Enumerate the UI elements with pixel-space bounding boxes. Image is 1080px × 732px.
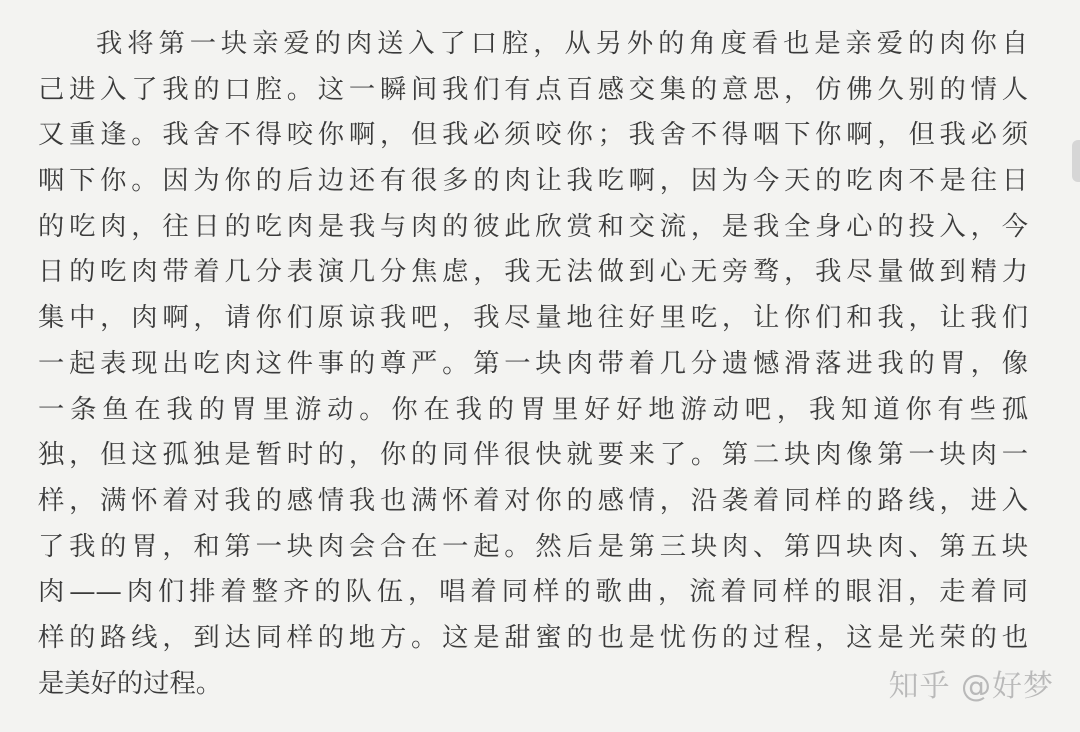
paragraph-line: 一起表现出吃肉这件事的尊严。第一块肉带着几分遗憾滑落进我的胃，像 [38, 348, 1028, 379]
paragraph-line: 样，满怀着对我的感情我也满怀着对你的感情，沿袭着同样的路线，进入 [38, 485, 1028, 516]
paragraph-line: 了我的胃，和第一块肉会合在一起。然后是第三块肉、第四块肉、第五块 [38, 531, 1028, 562]
paragraph-line: 己进入了我的口腔。这一瞬间我们有点百感交集的意思，仿佛久别的情人 [38, 74, 1028, 105]
paragraph-line: 的吃肉，往日的吃肉是我与肉的彼此欣赏和交流，是我全身心的投入，今 [38, 211, 1028, 242]
body-paragraph [38, 22, 1028, 707]
paragraph-line: 咽下你。因为你的后边还有很多的肉让我吃啊，因为今天的吃肉不是往日 [38, 166, 1028, 197]
paragraph-line: 肉——肉们排着整齐的队伍，唱着同样的歌曲，流着同样的眼泪，走着同 [38, 577, 1028, 608]
page-edge-mark [1072, 140, 1080, 182]
paragraph-line: 样的路线，到达同样的地方。这是甜蜜的也是忧伤的过程，这是光荣的也 [38, 622, 1028, 653]
zhihu-watermark: 知乎 @好梦 [888, 669, 1054, 704]
paragraph-line: 又重逢。我舍不得咬你啊，但我必须咬你；我舍不得咽下你啊，但我必须 [38, 120, 1028, 151]
paragraph-line: 我将第一块亲爱的肉送入了口腔，从另外的角度看也是亲爱的肉你自 [96, 29, 1028, 59]
paragraph-line: 独，但这孤独是暂时的，你的同伴很快就要来了。第二块肉像第一块肉一 [38, 440, 1028, 471]
paragraph-line: 一条鱼在我的胃里游动。你在我的胃里好好地游动吧，我知道你有些孤 [38, 394, 1028, 425]
paragraph-line: 日的吃肉带着几分表演几分焦虑，我无法做到心无旁骛，我尽量做到精力 [38, 257, 1028, 288]
paragraph-line: 集中，肉啊，请你们原谅我吧，我尽量地往好里吃，让你们和我，让我们 [38, 303, 1028, 334]
paragraph-line: 是美好的过程。 [38, 668, 223, 699]
